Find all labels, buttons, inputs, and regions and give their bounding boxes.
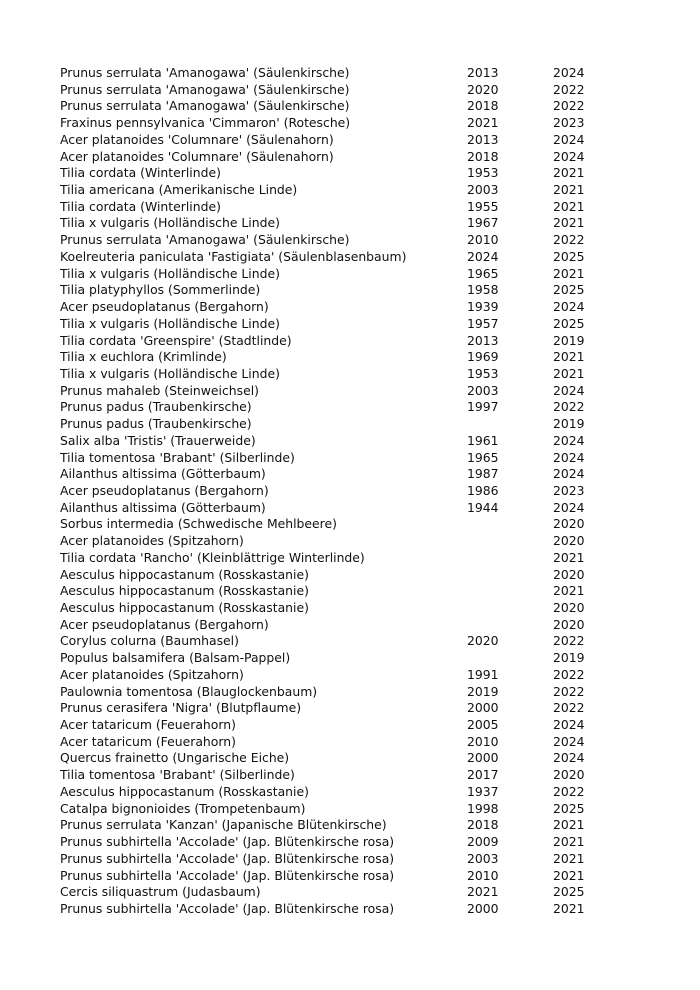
year-cell-second: 2022 (553, 399, 585, 415)
table-row (60, 801, 620, 818)
year-cell-second: 2024 (553, 432, 585, 448)
tree-name-cell: Acer platanoides (Spitzahorn) (60, 666, 244, 682)
year-cell-first: 2017 (467, 767, 499, 783)
table-row (60, 149, 620, 166)
tree-name-cell: Acer platanoides 'Columnare' (Säulenahorn) (60, 148, 334, 164)
year-cell-second: 2024 (553, 131, 585, 147)
year-cell-second: 2021 (553, 583, 585, 599)
tree-name-cell: Prunus cerasifera 'Nigra' (Blutpflaume) (60, 700, 302, 716)
year-cell-second: 2020 (553, 533, 585, 549)
year-cell-first: 1944 (467, 499, 499, 515)
table-row (60, 232, 620, 249)
tree-name-cell: Acer pseudoplatanus (Bergahorn) (60, 299, 269, 315)
tree-name-cell: Prunus subhirtella 'Accolade' (Jap. Blütenkirsche rosa) (60, 850, 395, 866)
table-row (60, 617, 620, 634)
tree-name-cell: Prunus subhirtella 'Accolade' (Jap. Blütenkirsche rosa) (60, 834, 395, 850)
table-row (60, 583, 620, 600)
table-row (60, 98, 620, 115)
year-cell-first: 1987 (467, 466, 499, 482)
year-cell-first: 2018 (467, 148, 499, 164)
year-cell-second: 2021 (553, 182, 585, 198)
year-cell-second: 2024 (553, 733, 585, 749)
year-cell-second: 2022 (553, 683, 585, 699)
table-row (60, 65, 620, 82)
year-cell-second: 2021 (553, 265, 585, 281)
year-cell-first (467, 567, 553, 584)
year-cell-second: 2020 (553, 767, 585, 783)
year-cell-second: 2023 (553, 482, 585, 498)
tree-name-cell: Tilia cordata 'Greenspire' (Stadtlinde) (60, 332, 292, 348)
table-row (60, 533, 620, 550)
year-cell-second: 2022 (553, 232, 585, 248)
table-row (60, 115, 620, 132)
year-cell-first: 1957 (467, 315, 499, 331)
tree-name-cell: Tilia cordata (Winterlinde) (60, 198, 221, 214)
year-cell-second: 2022 (553, 783, 585, 799)
tree-table (60, 65, 620, 918)
tree-name-cell: Acer tataricum (Feuerahorn) (60, 733, 236, 749)
tree-name-cell: Quercus frainetto (Ungarische Eiche) (60, 750, 290, 766)
table-row (60, 165, 620, 182)
tree-name-cell: Acer pseudoplatanus (Bergahorn) (60, 616, 269, 632)
table-row (60, 834, 620, 851)
tree-name-cell: Prunus serrulata 'Amanogawa' (Säulenkirsche) (60, 98, 350, 114)
tree-name-cell: Prunus serrulata 'Kanzan' (Japanische Blütenkirsche) (60, 817, 387, 833)
table-row (60, 851, 620, 868)
table-row (60, 667, 620, 684)
table-row (60, 299, 620, 316)
year-cell-first: 2000 (467, 750, 499, 766)
tree-name-cell: Prunus subhirtella 'Accolade' (Jap. Blütenkirsche rosa) (60, 900, 395, 916)
year-cell-first (467, 550, 553, 567)
year-cell-first: 1965 (467, 265, 499, 281)
tree-name-cell: Tilia tomentosa 'Brabant' (Silberlinde) (60, 767, 295, 783)
table-row (60, 132, 620, 149)
table-row (60, 500, 620, 517)
year-cell-first: 2019 (467, 683, 499, 699)
year-cell-second: 2024 (553, 65, 585, 80)
year-cell-first: 1969 (467, 349, 499, 365)
year-cell-second: 2019 (553, 650, 585, 666)
year-cell-second: 2022 (553, 633, 585, 649)
year-cell-second: 2024 (553, 717, 585, 733)
year-cell-first: 2020 (467, 633, 499, 649)
table-row (60, 383, 620, 400)
table-row (60, 249, 620, 266)
year-cell-second: 2022 (553, 98, 585, 114)
table-row (60, 784, 620, 801)
year-cell-second: 2024 (553, 499, 585, 515)
year-cell-first: 1955 (467, 198, 499, 214)
tree-name-cell: Tilia americana (Amerikanische Linde) (60, 182, 298, 198)
tree-name-cell: Acer platanoides (Spitzahorn) (60, 533, 244, 549)
year-cell-second: 2020 (553, 566, 585, 582)
year-cell-second: 2021 (553, 198, 585, 214)
year-cell-second: 2024 (553, 382, 585, 398)
year-cell-second: 2025 (553, 282, 585, 298)
tree-name-cell: Paulownia tomentosa (Blauglockenbaum) (60, 683, 318, 699)
table-row (60, 717, 620, 734)
year-cell-second: 2024 (553, 299, 585, 315)
table-row (60, 483, 620, 500)
year-cell-first: 2000 (467, 900, 499, 916)
year-cell-second: 2021 (553, 817, 585, 833)
tree-name-cell: Prunus subhirtella 'Accolade' (Jap. Blütenkirsche rosa) (60, 867, 395, 883)
tree-name-cell: Acer platanoides 'Columnare' (Säulenahorn) (60, 131, 334, 147)
tree-name-cell: Prunus serrulata 'Amanogawa' (Säulenkirsche) (60, 65, 350, 80)
year-cell-second: 2021 (553, 349, 585, 365)
year-cell-first (467, 650, 553, 667)
year-cell-second: 2021 (553, 834, 585, 850)
tree-name-cell: Prunus serrulata 'Amanogawa' (Säulenkirsche) (60, 81, 350, 97)
tree-name-cell: Populus balsamifera (Balsam-Pappel) (60, 650, 291, 666)
tree-name-cell: Ailanthus altissima (Götterbaum) (60, 499, 266, 515)
tree-name-cell: Tilia cordata (Winterlinde) (60, 165, 221, 181)
table-row (60, 82, 620, 99)
tree-name-cell: Acer tataricum (Feuerahorn) (60, 717, 236, 733)
year-cell-second: 2024 (553, 750, 585, 766)
tree-name-cell: Tilia tomentosa 'Brabant' (Silberlinde) (60, 449, 295, 465)
year-cell-second: 2020 (553, 616, 585, 632)
tree-name-cell: Aesculus hippocastanum (Rosskastanie) (60, 566, 309, 582)
table-row (60, 767, 620, 784)
year-cell-first: 2013 (467, 131, 499, 147)
year-cell-first: 1953 (467, 165, 499, 181)
year-cell-second: 2021 (553, 365, 585, 381)
tree-name-cell: Tilia x vulgaris (Holländische Linde) (60, 215, 280, 231)
year-cell-first: 2021 (467, 884, 499, 900)
year-cell-second: 2021 (553, 867, 585, 883)
year-cell-second: 2019 (553, 332, 585, 348)
table-row (60, 433, 620, 450)
table-row (60, 516, 620, 533)
year-cell-first: 2005 (467, 717, 499, 733)
year-cell-second: 2022 (553, 81, 585, 97)
tree-name-cell: Cercis siliquastrum (Judasbaum) (60, 884, 261, 900)
year-cell-first: 1958 (467, 282, 499, 298)
year-cell-first: 2018 (467, 98, 499, 114)
year-cell-first: 2024 (467, 248, 499, 264)
year-cell-second: 2021 (553, 900, 585, 916)
year-cell-second: 2024 (553, 148, 585, 164)
year-cell-second: 2022 (553, 700, 585, 716)
table-row (60, 750, 620, 767)
table-row (60, 567, 620, 584)
year-cell-first: 1991 (467, 666, 499, 682)
year-cell-second: 2025 (553, 800, 585, 816)
table-row (60, 700, 620, 717)
tree-name-cell: Tilia x euchlora (Krimlinde) (60, 349, 227, 365)
year-cell-first: 2010 (467, 232, 499, 248)
year-cell-second: 2023 (553, 115, 585, 131)
year-cell-first (467, 416, 553, 433)
year-cell-first (467, 583, 553, 600)
tree-name-cell: Tilia platyphyllos (Sommerlinde) (60, 282, 261, 298)
year-cell-second: 2021 (553, 215, 585, 231)
tree-name-cell: Tilia x vulgaris (Holländische Linde) (60, 315, 280, 331)
year-cell-second: 2020 (553, 600, 585, 615)
table-row (60, 884, 620, 901)
table-row (60, 266, 620, 283)
table-row (60, 633, 620, 650)
year-cell-second: 2021 (553, 549, 585, 565)
year-cell-first: 1997 (467, 399, 499, 415)
year-cell-first: 1965 (467, 449, 499, 465)
year-cell-second: 2020 (553, 516, 585, 532)
table-row (60, 901, 620, 918)
tree-name-cell: Prunus padus (Traubenkirsche) (60, 399, 252, 415)
year-cell-first: 1937 (467, 783, 499, 799)
year-cell-first: 2003 (467, 182, 499, 198)
year-cell-first (467, 617, 553, 634)
tree-name-cell: Catalpa bignonioides (Trompetenbaum) (60, 800, 306, 816)
tree-name-cell: Tilia x vulgaris (Holländische Linde) (60, 265, 280, 281)
table-row (60, 349, 620, 366)
table-row (60, 684, 620, 701)
tree-name-cell: Aesculus hippocastanum (Rosskastanie) (60, 583, 309, 599)
year-cell-second: 2025 (553, 248, 585, 264)
year-cell-second: 2024 (553, 466, 585, 482)
year-cell-first: 2020 (467, 81, 499, 97)
year-cell-first: 1939 (467, 299, 499, 315)
year-cell-first (467, 516, 553, 533)
year-cell-first: 1986 (467, 482, 499, 498)
year-cell-second: 2025 (553, 315, 585, 331)
year-cell-second: 2021 (553, 165, 585, 181)
tree-name-cell: Sorbus intermedia (Schwedische Mehlbeere) (60, 516, 337, 532)
year-cell-second: 2024 (553, 449, 585, 465)
year-cell-first: 2018 (467, 817, 499, 833)
tree-name-cell: Tilia cordata 'Rancho' (Kleinblättrige Winterlinde) (60, 549, 365, 565)
year-cell-second: 2021 (553, 850, 585, 866)
tree-name-cell: Prunus padus (Traubenkirsche) (60, 416, 252, 432)
tree-name-cell: Fraxinus pennsylvanica 'Cimmaron' (Rotesche) (60, 115, 351, 131)
year-cell-first: 2013 (467, 65, 499, 80)
table-row (60, 650, 620, 667)
year-cell-first (467, 600, 553, 617)
tree-name-cell: Ailanthus altissima (Götterbaum) (60, 466, 266, 482)
table-row (60, 182, 620, 199)
table-row (60, 550, 620, 567)
year-cell-second: 2025 (553, 884, 585, 900)
tree-name-cell: Prunus mahaleb (Steinweichsel) (60, 382, 259, 398)
tree-name-cell: Corylus colurna (Baumhasel) (60, 633, 239, 649)
tree-name-cell: Tilia x vulgaris (Holländische Linde) (60, 365, 280, 381)
tree-name-cell: Aesculus hippocastanum (Rosskastanie) (60, 600, 309, 615)
table-row (60, 600, 620, 617)
year-cell-first: 1961 (467, 432, 499, 448)
table-row (60, 316, 620, 333)
year-cell-first: 2021 (467, 115, 499, 131)
year-cell-second: 2019 (553, 416, 585, 432)
table-row (60, 215, 620, 232)
table-row (60, 817, 620, 834)
table-row (60, 416, 620, 433)
year-cell-first: 2003 (467, 382, 499, 398)
table-row (60, 366, 620, 383)
year-cell-first: 2013 (467, 332, 499, 348)
year-cell-first: 1953 (467, 365, 499, 381)
year-cell-second: 2022 (553, 666, 585, 682)
table-row (60, 199, 620, 216)
tree-name-cell: Koelreuteria paniculata 'Fastigiata' (Säulenblasenbaum) (60, 248, 407, 264)
table-row (60, 868, 620, 885)
table-row (60, 333, 620, 350)
table-row (60, 450, 620, 467)
year-cell-first: 2003 (467, 850, 499, 866)
table-row (60, 282, 620, 299)
year-cell-first: 2000 (467, 700, 499, 716)
tree-name-cell: Salix alba 'Tristis' (Trauerweide) (60, 432, 256, 448)
year-cell-first: 2009 (467, 834, 499, 850)
tree-name-cell: Aesculus hippocastanum (Rosskastanie) (60, 783, 309, 799)
table-row (60, 734, 620, 751)
year-cell-first: 2010 (467, 867, 499, 883)
year-cell-first: 2010 (467, 733, 499, 749)
year-cell-first (467, 533, 553, 550)
tree-name-cell: Prunus serrulata 'Amanogawa' (Säulenkirsche) (60, 232, 350, 248)
year-cell-first: 1967 (467, 215, 499, 231)
tree-name-cell: Acer pseudoplatanus (Bergahorn) (60, 482, 269, 498)
table-row (60, 466, 620, 483)
table-row (60, 399, 620, 416)
year-cell-first: 1998 (467, 800, 499, 816)
